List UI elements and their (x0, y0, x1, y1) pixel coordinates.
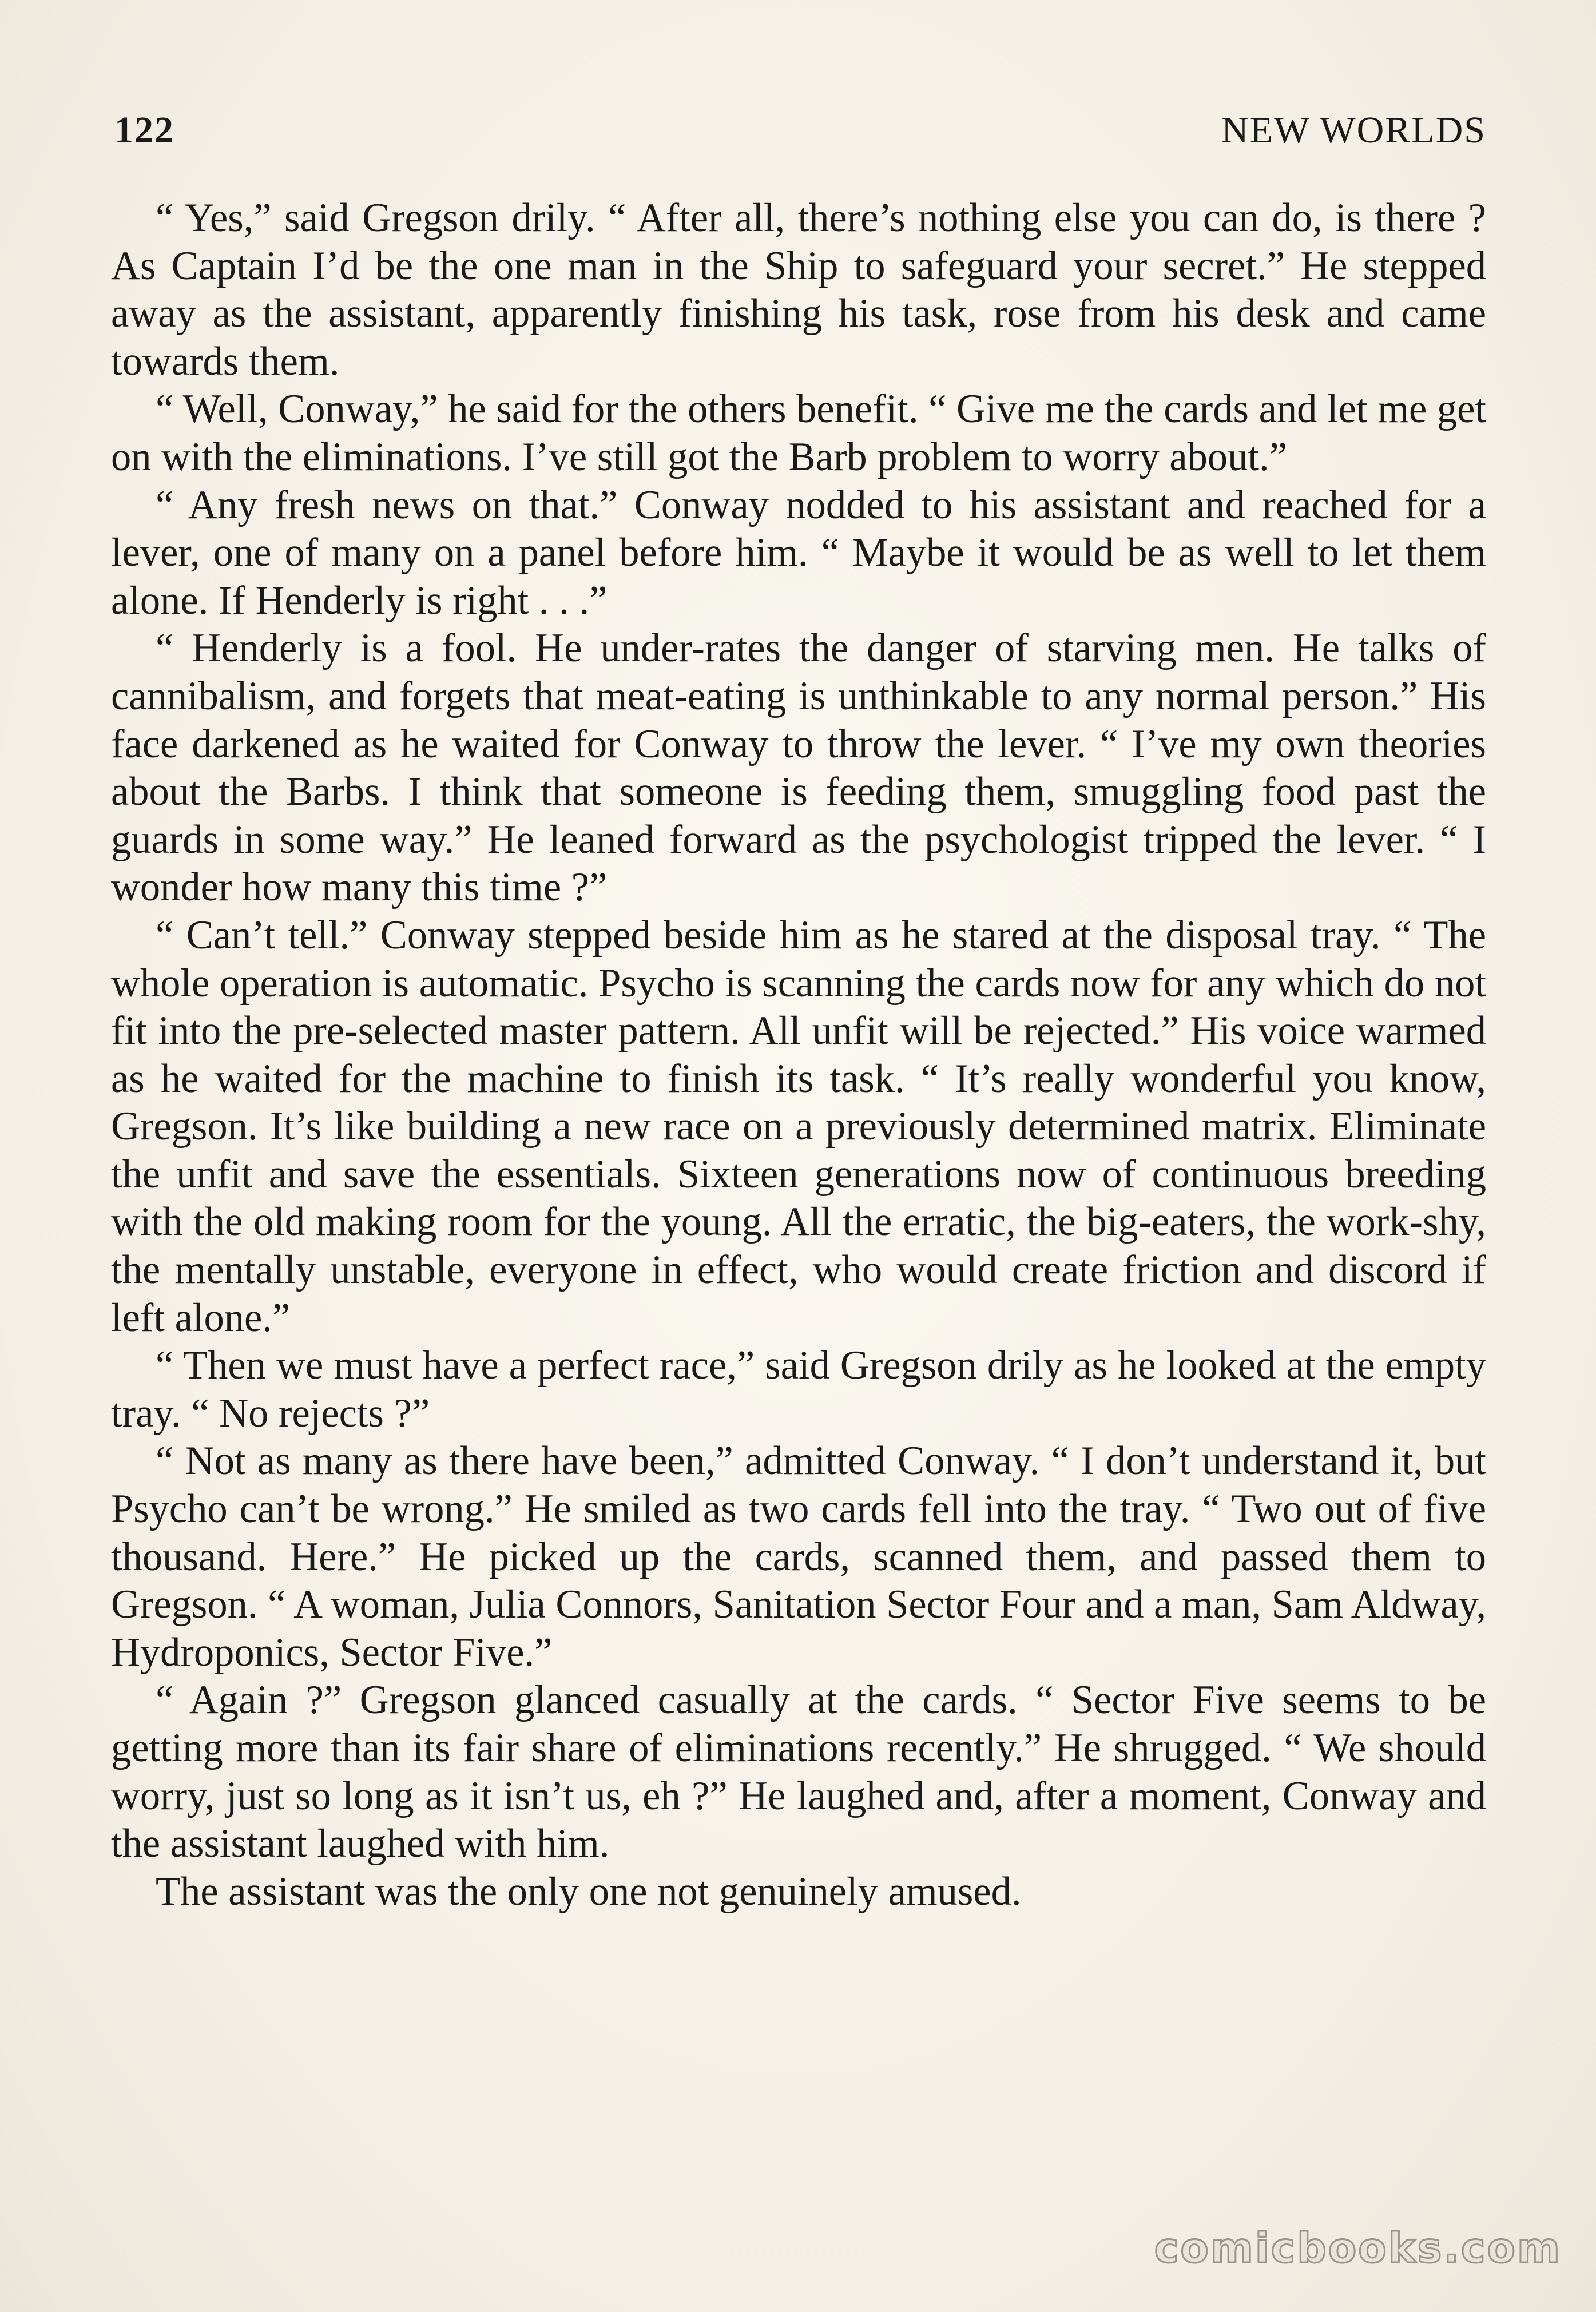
page-number: 122 (114, 109, 174, 151)
paragraph: “ Again ?” Gregson glanced casually at the cards. “ Sector Five seems to be getting more than its fair share of eliminations recently.” He shrugged. “ We should worry, just so long as it isn’t us, eh ?” He laughed and, after a moment, Conway and the assistant laughed with him. (111, 1678, 1486, 1866)
body-text (111, 194, 1486, 1916)
paragraph: “ Not as many as there have been,” admitted Conway. “ I don’t understand it, but Psycho can’t be wrong.” He smiled as two cards fell into the tray. “ Two out of five thousand. Here.” He picked up the cards, scanned them, and passed them to Gregson. “ A woman, Julia Connors, Sanitation Sector Four and a man, Sam Aldway, Hydroponics, Sector Five.” (111, 1439, 1486, 1675)
paragraph: “ Can’t tell.” Conway stepped beside him as he stared at the disposal tray. “ The whole operation is automatic. Psycho is scanning the cards now for any which do not fit into the pre-selected master pattern. All unfit will be rejected.” His voice warmed as he waited for the machine to finish its task. “ It’s really wonderful you know, Gregson. It’s like building a new race on a previously determined matrix. Eliminate the unfit and save the essentials. Sixteen generations now of continuous breeding with the old making room for the young. All the erratic, the big-eaters, the work-shy, the mentally unstable, everyone in effect, who would create friction and discord if left alone.” (111, 912, 1486, 1340)
paragraph: “ Well, Conway,” he said for the others benefit. “ Give me the cards and let me get on with the eliminations. I’ve still got the Barb problem to worry about.” (111, 387, 1486, 479)
watermark: comicbooks.com (1154, 2224, 1562, 2272)
paragraph: “ Henderly is a fool. He under-rates the danger of starving men. He talks of cannibalism, and forgets that meat-eating is unthinkable to any normal person.” His face darkened as he waited for Conway to throw the lever. “ I’ve my own theories about the Barbs. I think that someone is feeding them, smuggling food past the guards in some way.” He leaned forward as the psychologist tripped the lever. “ I wonder how many this time ?” (111, 626, 1486, 910)
running-title: NEW WORLDS (1221, 109, 1486, 151)
paragraph: “ Yes,” said Gregson drily. “ After all, there’s nothing else you can do, is there ? As Captain I’d be the one man in the Ship to safeguard your secret.” He stepped away as the assistant, apparently finishing his task, rose from his desk and came towards them. (111, 196, 1486, 384)
paragraph: “ Then we must have a perfect race,” said Gregson drily as he looked at the empty tray. “ No rejects ?” (111, 1343, 1486, 1436)
paragraph: The assistant was the only one not genuinely amused. (156, 1869, 1022, 1914)
paragraph: “ Any fresh news on that.” Conway nodded to his assistant and reached for a lever, one of many on a panel before him. “ Maybe it would be as well to let them alone. If Henderly is right . . .” (111, 482, 1486, 623)
running-head (114, 109, 1486, 160)
